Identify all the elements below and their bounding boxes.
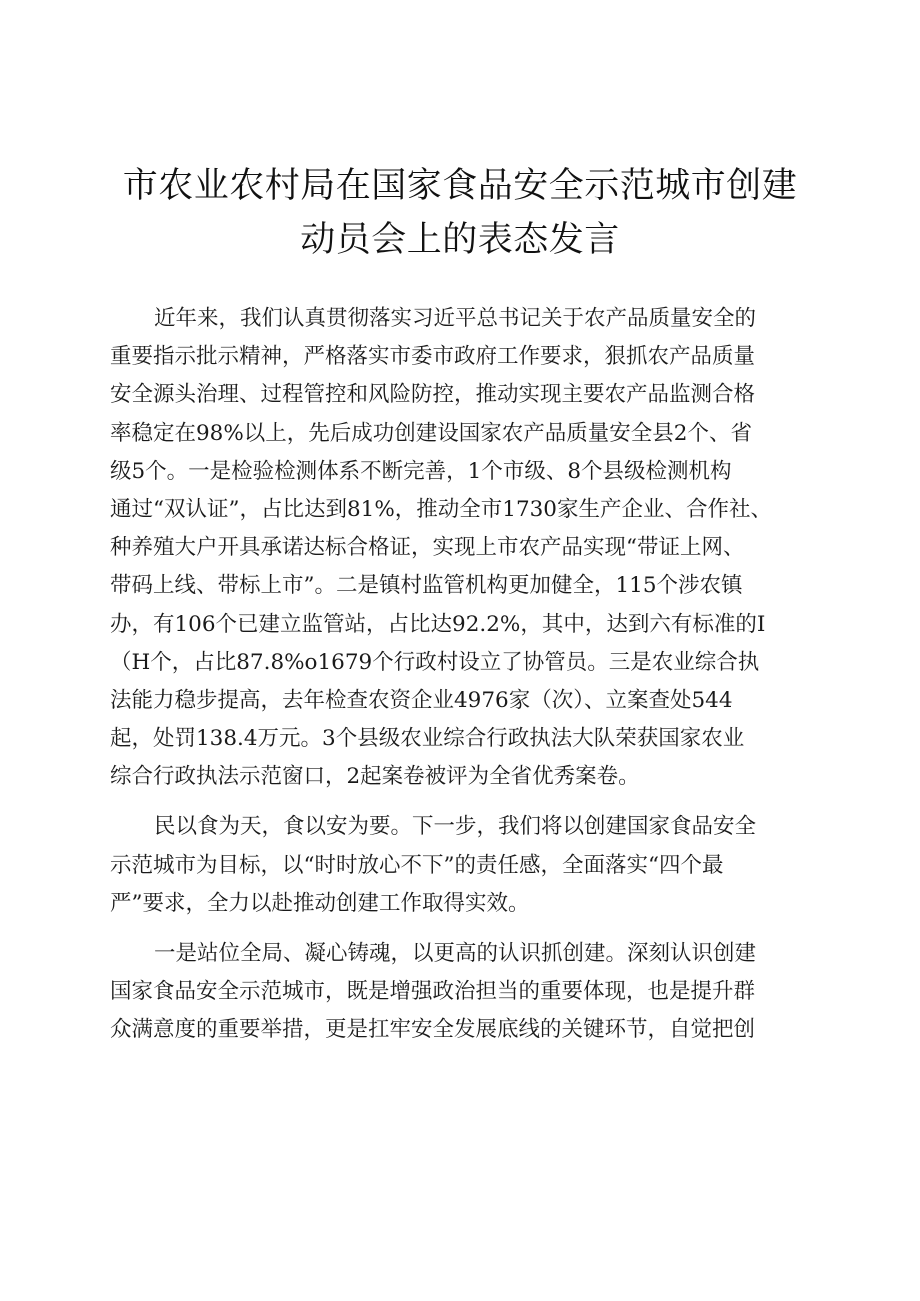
paragraph-line: 法能力稳步提高，去年检查农资企业4976家（次）、立案查处544	[110, 687, 733, 713]
paragraph-line: 起，处罚138.4万元。3个县级农业综合行政执法大队荣获国家农业	[110, 726, 745, 752]
paragraph-line: 综合行政执法示范窗口，2起案卷被评为全省优秀案卷。	[110, 764, 640, 790]
paragraph-line: 一是站位全局、凝心铸魂，以更高的认识抓创建。深刻认识创建	[154, 941, 757, 966]
paragraph-line: 通过“双认证”，占比达到81%，推动全市1730家生产企业、合作社、	[110, 496, 772, 522]
paragraph-3	[110, 935, 815, 1050]
paragraph-line: 国家食品安全示范城市，既是增强政治担当的重要体现，也是提升群	[110, 979, 756, 1005]
document-title	[100, 160, 820, 266]
paragraph-line: 安全源头治理、过程管控和风险防控，推动实现主要农产品监测合格	[110, 382, 756, 408]
paragraph-line: 民以食为天，食以安为要。下一步，我们将以创建国家食品安全	[154, 814, 757, 840]
title-line-2: 动员会上的表态发言	[300, 220, 620, 260]
paragraph-line: 重要指示批示精神，严格落实市委市政府工作要求，狠抓农产品质量	[110, 344, 756, 370]
paragraph-line: 近年来，我们认真贯彻落实习近平总书记关于农产品质量安全的	[154, 306, 757, 331]
paragraph-1	[110, 300, 815, 796]
paragraph-line: 带码上线、带标上市”。二是镇村监管机构更加健全，115个涉农镇	[110, 573, 743, 599]
paragraph-line: 众满意度的重要举措，更是扛牢安全发展底线的关键环节，自觉把创	[110, 1017, 756, 1043]
paragraph-line: （H个，占比87.8%o1679个行政村设立了协管员。三是农业综合执	[110, 649, 760, 675]
paragraph-2	[110, 808, 815, 923]
title-line-1: 市农业农村局在国家食品安全示范城市创建	[122, 166, 798, 206]
paragraph-line: 级5个。一是检验检测体系不断完善，1个市级、8个县级检测机构	[110, 458, 732, 484]
paragraph-line: 种养殖大户开具承诺达标合格证，实现上市农产品实现“带证上网、	[110, 535, 745, 561]
paragraph-line: 示范城市为目标，以“时时放心不下”的责任感，全面落实“四个最	[110, 852, 724, 878]
paragraph-line: 严”要求，全力以赴推动创建工作取得实效。	[110, 890, 530, 916]
paragraph-line: 办，有106个已建立监管站，占比达92.2%，其中，达到六有标准的I	[110, 611, 766, 637]
document-body	[110, 300, 815, 1062]
paragraph-line: 率稳定在98%以上，先后成功创建设国家农产品质量安全县2个、省	[110, 420, 752, 446]
